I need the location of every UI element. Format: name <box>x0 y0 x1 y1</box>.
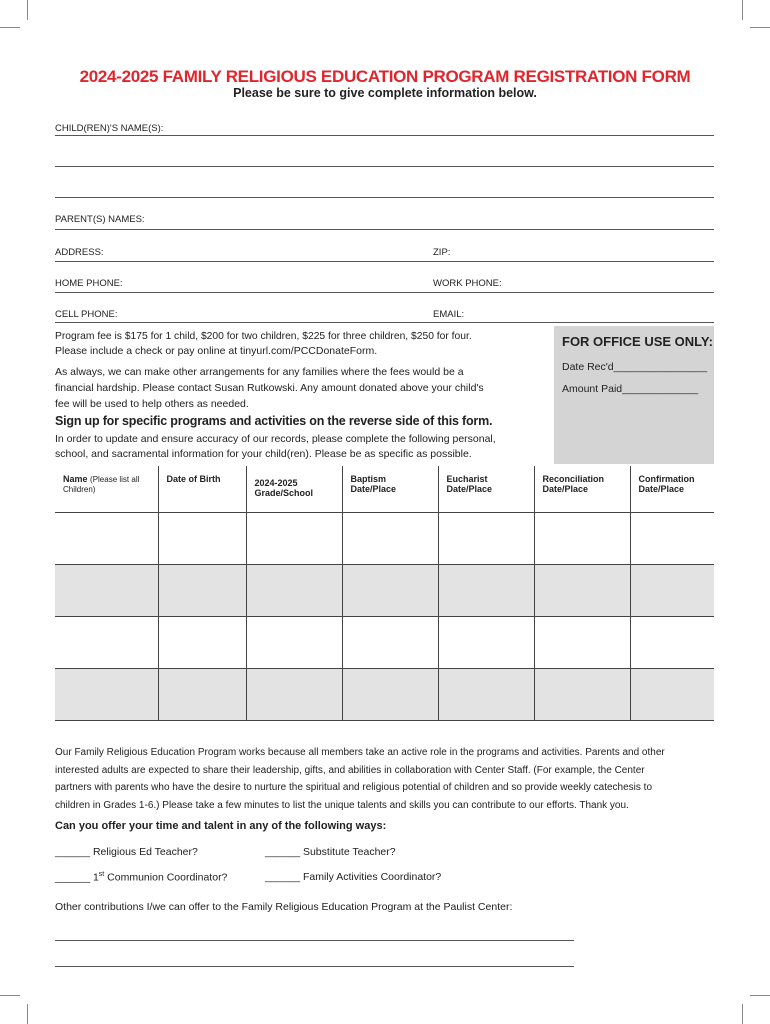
table-row <box>55 616 714 668</box>
table-cell[interactable] <box>55 512 158 564</box>
table-row <box>55 564 714 616</box>
volunteer-heading: Can you offer your time and talent in any of the following ways: <box>55 820 387 832</box>
zip-label: ZIP: <box>433 247 451 258</box>
table-cell[interactable] <box>246 564 342 616</box>
table-cell[interactable] <box>246 616 342 668</box>
hardship-line-2: financial hardship. Please contact Susan Rutkowski. Any amount donated above your child's <box>55 382 484 394</box>
cell-phone-label: CELL PHONE: <box>55 309 118 320</box>
children-names-label: CHILD(REN)'S NAME(S): <box>55 123 164 134</box>
crop-mark-top-right <box>742 0 743 20</box>
table-header-row <box>55 466 714 512</box>
parent-names-line[interactable] <box>55 229 714 230</box>
signup-heading: Sign up for specific programs and activities on the reverse side of this form. <box>55 414 493 428</box>
crop-mark-top-left-h <box>0 27 20 28</box>
cell-email-line[interactable] <box>55 322 714 323</box>
table-row <box>55 668 714 720</box>
crop-mark-bottom-right-h <box>750 995 770 996</box>
table-cell[interactable] <box>534 512 630 564</box>
amount-paid-field[interactable]: Amount Paid_____________ <box>562 383 699 395</box>
table-cell[interactable] <box>158 564 246 616</box>
crop-mark-top-left <box>27 0 28 20</box>
date-received-field[interactable]: Date Rec'd________________ <box>562 361 708 373</box>
table-cell[interactable] <box>342 564 438 616</box>
fees-text <box>55 329 545 359</box>
table-cell[interactable] <box>55 668 158 720</box>
option-blank[interactable]: ______ <box>55 846 91 858</box>
table-cell[interactable] <box>246 668 342 720</box>
signup-line-2: school, and sacramental information for your child(ren). Please be as specific as possible. <box>55 448 472 460</box>
form-title: 2024-2025 FAMILY RELIGIOUS EDUCATION PROGRAM REGISTRATION FORM <box>79 67 691 86</box>
table-cell[interactable] <box>158 512 246 564</box>
table-cell[interactable] <box>342 616 438 668</box>
table-cell[interactable] <box>342 512 438 564</box>
program-line-1: Our Family Religious Education Program works because all members take an active role in the programs and activities. Parents and other <box>55 747 665 758</box>
fees-line-1: Program fee is $175 for 1 child, $200 for two children, $225 for three children, $250 for four. <box>55 331 472 342</box>
hardship-line-3: fee will be used to help others as needed. <box>55 398 249 410</box>
phone-line[interactable] <box>55 292 714 293</box>
option-substitute-teacher[interactable]: ______ Substitute Teacher? <box>265 846 396 858</box>
program-paragraph <box>55 744 720 814</box>
hardship-text <box>55 364 545 412</box>
col-header-name: Name (Please list all Children) <box>55 466 158 512</box>
table-cell[interactable] <box>438 564 534 616</box>
table-cell[interactable] <box>158 616 246 668</box>
table-cell[interactable] <box>342 668 438 720</box>
children-names-line-3[interactable] <box>55 197 714 198</box>
address-label: ADDRESS: <box>55 247 104 258</box>
other-contributions-label: Other contributions I/we can offer to the Family Religious Education Program at the Paulist Center: <box>55 901 513 913</box>
table-cell[interactable] <box>246 512 342 564</box>
col-header-reconciliation: Reconciliation Date/Place <box>534 466 630 512</box>
option-communion-coordinator[interactable]: ______ 1st Communion Coordinator? <box>55 871 228 884</box>
crop-mark-bottom-left-h <box>0 995 20 996</box>
col-header-eucharist: Eucharist Date/Place <box>438 466 534 512</box>
crop-mark-top-right-h <box>750 27 770 28</box>
crop-mark-bottom-left <box>27 1004 28 1024</box>
option-blank[interactable]: ______ <box>265 871 301 883</box>
table-cell[interactable] <box>438 668 534 720</box>
office-use-title: FOR OFFICE USE ONLY: <box>562 334 713 349</box>
children-names-line-2[interactable] <box>55 166 714 167</box>
table-cell[interactable] <box>534 616 630 668</box>
address-line[interactable] <box>55 261 714 262</box>
table-cell[interactable] <box>534 668 630 720</box>
fees-line-2: Please include a check or pay online at tinyurl.com/PCCDonateForm. <box>55 345 378 357</box>
option-religious-ed-teacher[interactable]: ______ Religious Ed Teacher? <box>55 846 198 858</box>
table-cell[interactable] <box>158 668 246 720</box>
col-header-grade: 2024-2025 Grade/School <box>246 466 342 512</box>
program-line-3: partners with parents who have the desire to nurture the spiritual and religious potential of children and so provide weekly catechesis to <box>55 782 653 793</box>
other-contributions-line-2[interactable] <box>55 966 574 967</box>
email-label: EMAIL: <box>433 309 465 320</box>
crop-mark-bottom-right <box>742 1004 743 1024</box>
children-info-table <box>55 466 714 721</box>
program-line-4: children in Grades 1-6.) Please take a few minutes to list the unique talents and skills you can contribute to our efforts. Thank you. <box>55 799 629 811</box>
office-use-box <box>554 326 714 464</box>
program-line-2: interested adults are expected to share their leadership, gifts, and abilities in collaboration with Center Staff. (For example, the Center <box>55 764 645 776</box>
signup-line-1: In order to update and ensure accuracy of our records, please complete the following personal, <box>55 433 496 445</box>
table-cell[interactable] <box>630 668 714 720</box>
table-cell[interactable] <box>630 564 714 616</box>
hardship-line-1: As always, we can make other arrangements for any families where the fees would be a <box>55 366 464 378</box>
parent-names-label: PARENT(S) NAMES: <box>55 214 145 225</box>
option-blank[interactable]: ______ 1 <box>55 871 99 884</box>
col-header-baptism: Baptism Date/Place <box>342 466 438 512</box>
table-cell[interactable] <box>438 616 534 668</box>
option-blank[interactable]: ______ <box>265 846 301 858</box>
other-contributions-line-1[interactable] <box>55 940 574 941</box>
table-cell[interactable] <box>438 512 534 564</box>
option-family-activities-coordinator[interactable]: ______ Family Activities Coordinator? <box>265 871 442 883</box>
table-cell[interactable] <box>534 564 630 616</box>
col-header-dob: Date of Birth <box>158 466 246 512</box>
children-names-line-1[interactable] <box>55 135 714 136</box>
table-cell[interactable] <box>630 616 714 668</box>
table-row <box>55 512 714 564</box>
home-phone-label: HOME PHONE: <box>55 278 123 289</box>
table-cell[interactable] <box>55 564 158 616</box>
table-cell[interactable] <box>55 616 158 668</box>
table-cell[interactable] <box>630 512 714 564</box>
work-phone-label: WORK PHONE: <box>433 278 502 289</box>
form-subtitle: Please be sure to give complete information below. <box>233 86 537 100</box>
signup-instructions <box>55 432 550 462</box>
col-header-confirmation: Confirmation Date/Place <box>630 466 714 512</box>
